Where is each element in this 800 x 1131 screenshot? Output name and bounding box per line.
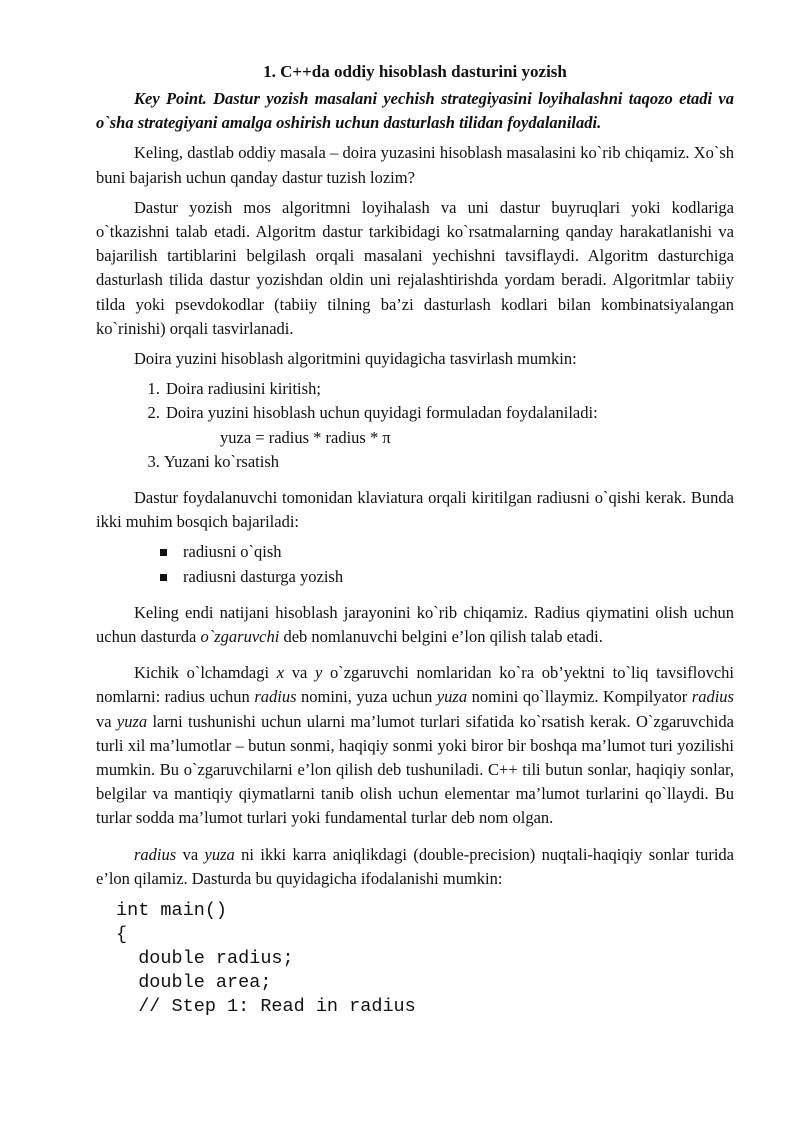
square-bullet-icon: [160, 549, 167, 556]
text-run: Keling endi natijani hisoblash jarayonini ko`rib chiqamiz. Radius qiymatini olish uchun uchun dasturda: [96, 602, 734, 647]
code-line: double area;: [116, 972, 272, 994]
text-run: nomini qo`llaymiz. Kompilyator: [467, 687, 692, 707]
italic-term: yuza: [204, 844, 235, 864]
code-line: int main(): [116, 900, 228, 922]
algorithm-steps: [96, 377, 734, 425]
bullet-list: [96, 540, 734, 588]
paragraph-variable: [96, 601, 734, 649]
algorithm-step: 3. Yuzani ko`rsatish: [164, 450, 734, 474]
italic-term: x: [276, 663, 285, 683]
text-run: larni tushunishi uchun ularni ma’lumot turlari sifatida ko`rsatish kerak. O`zgaruvchida turli xil ma’lumotlar – butun sonmi, haqiqiy sonmi yoki biror bir boshqa ma’lumot turi yozilishi mumkin. Bu o`zgaruvchilarni e’lon qilish deb tushuniladi. C++ tili butun sonlar, haqiqiy sonlar, belgilar va mantiqiy qiymatlarni tanib olish uchun elementar ma’lumot turlarini qo`llaydi. Bu turlar sodda ma’lumot turlari yoki fundamental turlar deb nom olgan.: [96, 711, 734, 828]
italic-term: yuza: [116, 711, 148, 731]
bullet-text: radiusni o`qish: [183, 542, 282, 562]
area-formula: yuza = radius * radius * π: [220, 427, 391, 447]
key-point: Key Point. Dastur yozish masalani yechish strategiyasini loyihalashni taqozo etadi va o`sha strategiyani amalga oshirish uchun dasturlash tilidan foydalaniladi.: [96, 89, 734, 133]
algorithm-step: 1. Doira radiusini kiritish;: [164, 377, 734, 401]
bullet-item: [160, 540, 734, 564]
code-block: [116, 899, 734, 1019]
italic-term: yuza: [436, 687, 468, 707]
code-line: double radius;: [116, 948, 294, 970]
italic-term: radius: [691, 687, 734, 707]
bullet-text: radiusni dasturga yozish: [183, 566, 344, 586]
italic-term: radius: [134, 844, 177, 864]
text-run: va: [96, 711, 117, 731]
italic-term: o`zgaruvchi: [200, 627, 280, 647]
text-run: o`zgaruvchi nomlaridan ko`ra ob’yektni to`liq tavsiflovchi nomlarni: radius uchun: [96, 663, 734, 707]
paragraph-intro: Keling, dastlab oddiy masala – doira yuzasini hisoblash masalasini ko`rib chiqamiz. Xo`sh buni bajarish uchun qanday dastur tuzish lozim?: [96, 143, 734, 187]
text-run: va: [176, 844, 205, 864]
italic-term: radius: [254, 687, 297, 707]
paragraph-algorithm-lead: Doira yuzini hisoblash algoritmini quyidagicha tasvirlash mumkin:: [134, 349, 577, 369]
code-line: {: [116, 924, 128, 946]
document-page: [96, 60, 734, 1019]
text-run: Kichik o`lchamdagi: [134, 663, 277, 683]
text-run: nomini, yuza uchun: [296, 687, 437, 707]
algorithm-step: 2. Doira yuzini hisoblash uchun quyidagi formuladan foydalaniladi:: [164, 401, 734, 425]
section-title: 1. C++da oddiy hisoblash dasturini yozish: [263, 62, 567, 81]
paragraph-algorithm: Dastur yozish mos algoritmni loyihalash va uni dastur buyruqlari yoki kodlariga o`tkazishni talab etadi. Algoritm dastur tarkibidagi ko`rsatmalarning qanday harakatlanishi va bajarilish tartiblarini belgilash orqali masalani yechishni tavsiflaydi. Algoritm dasturchiga dasturlash tilida dastur yozishdan oldin uni rejalashtirishda yordam beradi. Algoritmlar tabiiy tilda yoki psevdokodlar (tabiiy tilning ba’zi dasturlash kodlari bilan kombinatsiyalangan ko`rinishi) orqali tasvirlanadi.: [96, 197, 734, 338]
code-line: // Step 1: Read in radius: [116, 996, 416, 1018]
paragraph-declaration: [96, 843, 734, 891]
algorithm-steps-continued: [96, 450, 734, 474]
paragraph-input: Dastur foydalanuvchi tomonidan klaviatura orqali kiritilgan radiusni o`qishi kerak. Bunda ikki muhim bosqich bajariladi:: [96, 488, 734, 532]
italic-term: y: [314, 663, 323, 683]
text-run: deb nomlanuvchi belgini e’lon qilish talab etadi.: [279, 627, 603, 647]
text-run: va: [284, 663, 315, 683]
square-bullet-icon: [160, 574, 167, 581]
text-run: ni ikki karra aniqlikdagi (double-precision) nuqtali-haqiqiy sonlar turida e’lon qilamiz. Dasturda bu quyidagicha ifodalanishi mumkin:: [96, 844, 735, 888]
paragraph-naming: [96, 661, 734, 830]
bullet-item: [160, 565, 734, 589]
